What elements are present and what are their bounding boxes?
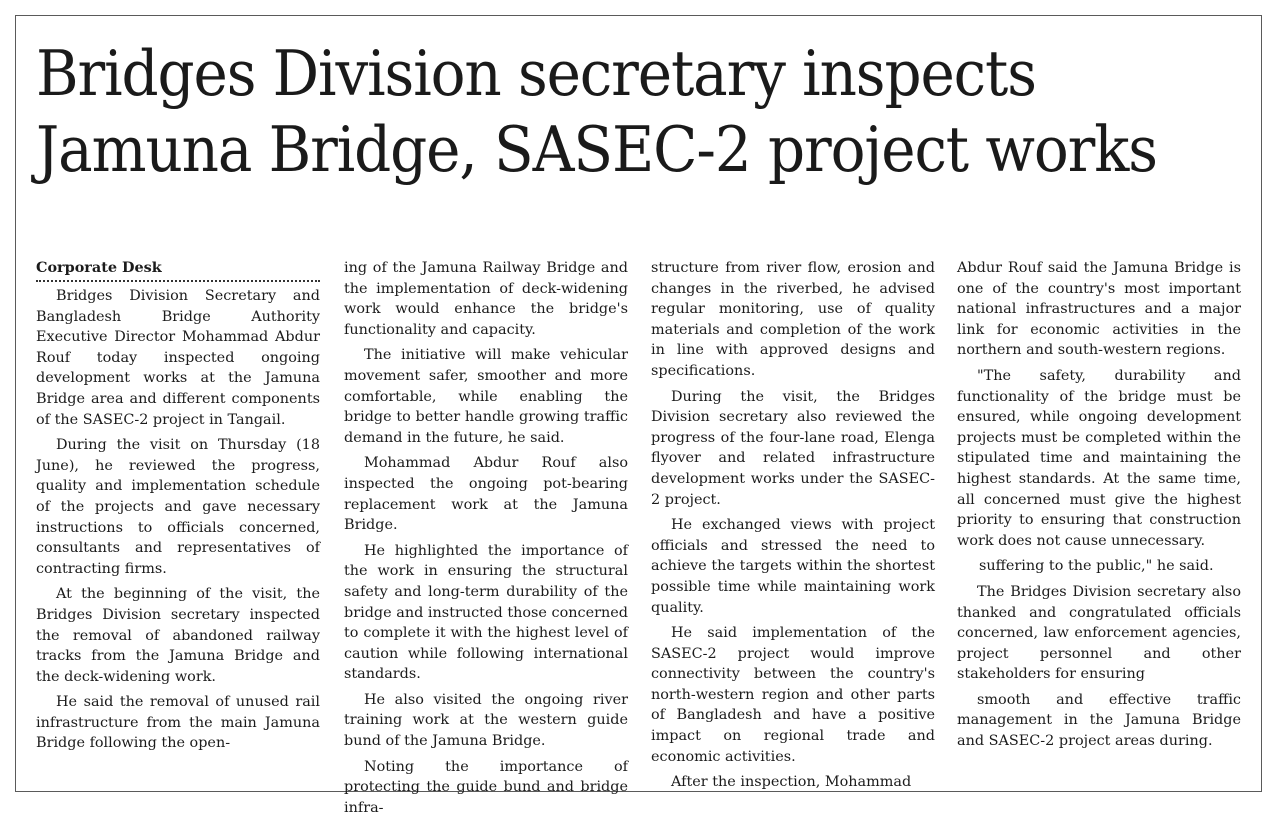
paragraph: He said the removal of unused rail infrastructure from the main Jamuna Bridge following the open- — [36, 694, 320, 752]
paragraph: Mohammad Abdur Rouf also inspected the ongoing pot-bearing replacement work at the Jamuna Bridge. — [344, 455, 628, 534]
article-column-1 — [36, 258, 320, 754]
article-column-2 — [344, 258, 628, 818]
article-column-3 — [651, 258, 935, 793]
paragraph: Bridges Division Secretary and Bangladesh Bridge Authority Executive Director Mohammad Abdur Rouf today inspected ongoing development works at the Jamuna Bridge area and different components of the SASEC-2 project in Tangail. — [36, 288, 320, 428]
paragraph: Abdur Rouf said the Jamuna Bridge is one of the country's most important national infrastructures and a major link for economic activities in the northern and south-western regions. — [957, 260, 1241, 359]
paragraph: During the visit on Thursday (18 June), he reviewed the progress, quality and implementation schedule of the projects and gave necessary instructions to officials concerned, consultants and representatives of contracting firms. — [36, 437, 320, 577]
paragraph: He highlighted the importance of the work in ensuring the structural safety and long-term durability of the bridge and instructed those concerned to complete it with the highest level of caution while following international standards. — [344, 542, 628, 683]
paragraph: The Bridges Division secretary also thanked and congratulated officials concerned, law enforcement agencies, project personnel and other stakeholders for ensuring — [957, 583, 1241, 683]
article-headline — [36, 36, 1157, 188]
byline: Corporate Desk — [36, 258, 320, 282]
paragraph: structure from river flow, erosion and changes in the riverbed, he advised regular monitoring, use of quality materials and completion of the work in line with approved designs and specifications. — [651, 260, 935, 379]
paragraph: During the visit, the Bridges Division secretary also reviewed the progress of the four-lane road, Elenga flyover and related infrastructure development works under the SASEC-2 project. — [651, 388, 935, 508]
paragraph: He also visited the ongoing river training work at the western guide bund of the Jamuna Bridge. — [344, 691, 628, 750]
paragraph: At the beginning of the visit, the Bridges Division secretary inspected the removal of abandoned railway tracks from the Jamuna Bridge and the deck-widening work. — [36, 586, 320, 685]
paragraph: suffering to the public," he said. — [979, 558, 1214, 575]
paragraph: ing of the Jamuna Railway Bridge and the implementation of deck-widening work would enhance the bridge's functionality and capacity. — [344, 260, 628, 338]
paragraph: smooth and effective traffic management in the Jamuna Bridge and SASEC-2 project areas during. — [957, 691, 1241, 750]
paragraph: He exchanged views with project officials and stressed the need to achieve the targets within the shortest possible time while maintaining work quality. — [651, 517, 935, 616]
paragraph: After the inspection, Mohammad — [671, 774, 912, 791]
article-column-4 — [957, 258, 1241, 752]
paragraph: He said implementation of the SASEC-2 project would improve connectivity between the country's north-western region and other parts of Bangladesh and have a positive impact on regional trade and economic activities. — [651, 625, 935, 765]
paragraph: "The safety, durability and functionality of the bridge must be ensured, while ongoing development projects must be completed within the stipulated time and maintaining the highest standards. At the same time, all concerned must give the highest priority to ensuring that construction work does not cause unnecessary. — [957, 367, 1241, 549]
paragraph: The initiative will make vehicular movement safer, smoother and more comfortable, while enabling the bridge to better handle growing traffic demand in the future, he said. — [344, 347, 628, 446]
paragraph: Noting the importance of protecting the guide bund and bridge infra- — [344, 758, 628, 816]
headline-line-1: Bridges Division secretary inspects — [36, 37, 1036, 110]
headline-line-2: Jamuna Bridge, SASEC-2 project works — [36, 113, 1157, 186]
